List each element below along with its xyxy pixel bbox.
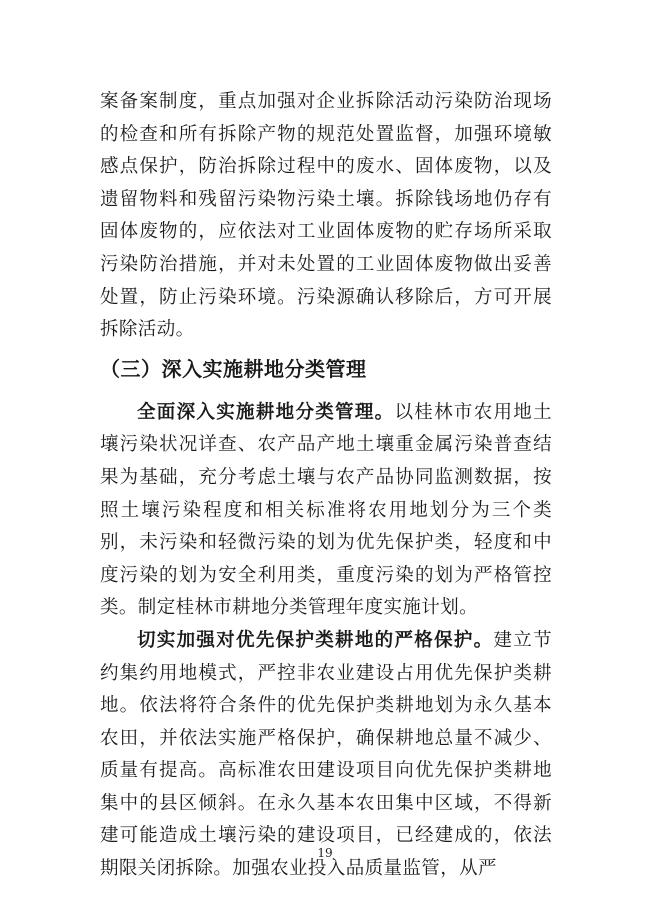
paragraph-lead-text: 切实加强对优先保护类耕地的严格保护。 [137, 629, 494, 651]
paragraph-lead-text: 全面深入实施耕地分类管理。 [137, 401, 395, 423]
paragraph-body-text: 建立节约集约用地模式，严控非农业建设占用优先保护类耕地。依法将符合条件的优先保护类耕地划为永久基本农田，并依法实施严格保护，确保耕地总量不减少、质量有提高。高标准农田建设项目向优先保护类耕地集中的县区倾斜。在永久基本农田集中区域，不得新建可能造成土壤污染的建设项目，已经建成的，依法期限关闭拆除。加强农业投入品质量监管，从严 [100, 629, 553, 880]
page-number: 19 [317, 846, 333, 860]
section-heading: （三）深入实施耕地分类管理 [100, 356, 367, 381]
document-body [100, 86, 552, 886]
paragraph-farmland-classification [100, 397, 552, 625]
paragraph-continuation: 案备案制度，重点加强对企业拆除活动污染防治现场的检查和所有拆除产物的规范处置监督，加强环境敏感点保护，防治拆除过程中的废水、固体废物，以及遗留物料和残留污染物污染土壤。拆除钱场地仍存有固体废物的，应依法对工业固体废物的贮存场所采取污染防治措施，并对未处置的工业固体废物做出妥善处置，防止污染环境。污染源确认移除后，方可开展拆除活动。 [100, 91, 552, 341]
paragraph-body-text: 以桂林市农用地土壤污染状况详查、农产品产地土壤重金属污染普查结果为基础，充分考虑土壤与农产品协同监测数据，按照土壤污染程度和相关标准将农用地划分为三个类别，未污染和轻微污染的划为优先保护类，轻度和中度污染的划为安全利用类，重度污染的划为严格管控类。制定桂林市耕地分类管理年度实施计划。 [100, 401, 553, 619]
